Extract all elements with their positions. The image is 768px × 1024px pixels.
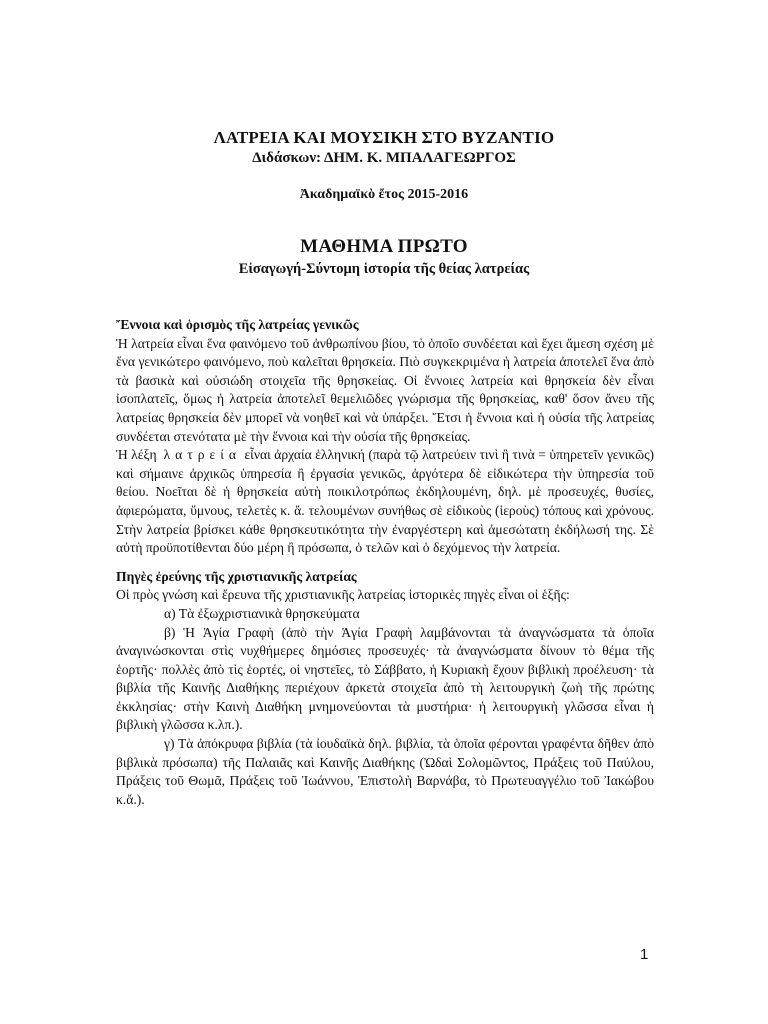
- lesson-title: ΜΑΘΗΜΑ ΠΡΩΤΟ: [300, 236, 468, 257]
- source-item-a: α) Τὰ ἐξωχριστιανικὰ θρησκεύματα: [164, 605, 360, 621]
- lesson-subtitle: Εἰσαγωγή-Σύντομη ἱστορία τῆς θείας λατρείας: [238, 261, 530, 277]
- document-body: [116, 316, 654, 809]
- section-heading-sources: Πηγὲς ἐρεύνης τῆς χριστιανικῆς λατρείας: [116, 568, 357, 584]
- course-title: ΛΑΤΡΕΙΑ ΚΑΙ ΜΟΥΣΙΚΗ ΣΤΟ ΒΥΖΑΝΤΙΟ: [213, 128, 555, 147]
- sources-intro: Οἱ πρὸς γνώση καὶ ἔρευνα τῆς χριστιανικῆς λατρείας ἱστορικὲς πηγὲς εἶναι οἱ ἑξῆς:: [116, 587, 570, 603]
- source-item-c: γ) Τὰ ἀπόκρυφα βιβλία (τὰ ἰουδαϊκὰ δηλ. βιβλία, τὰ ὁποῖα φέρονται γραφέντα δῆθεν ἀπὸ βιβλικὰ πρόσωπα) τῆς Παλαιᾶς καὶ Καινῆς Διαθήκης (Ὠδαὶ Σολομῶντος, Πράξεις τοῦ Παύλου, Πράξεις τοῦ Θωμᾶ, Πράξεις τοῦ Ἰωάννου, Ἐπιστολὴ Βαρνάβα, τὸ Πρωτευαγγέλιο τοῦ Ἰακώβου κ.ἄ.).: [116, 736, 654, 807]
- term-latreia: λατρεία: [163, 447, 241, 463]
- academic-year: Ἀκαδημαϊκὸ ἔτος 2015-2016: [299, 187, 469, 202]
- source-item-b: β) Ἡ Ἁγία Γραφὴ (ἀπὸ τὴν Ἁγία Γραφὴ λαμβάνονται τὰ ἀναγνώσματα τὰ ὁποῖα ἀναγινώσκονται στὶς νυχθήμερες δημόσιες προσευχές· τὰ ἀναγνώσματα δίνουν τὸ θέμα τῆς ἑορτῆς· πολλὲς ἀπὸ τὶς ἑορτές, οἱ νηστεῖες, τὸ Σάββατο, ἡ Κυριακὴ ἔχουν βιβλικὴ προέλευση· τὰ βιβλία τῆς Καινῆς Διαθήκης περιέχουν ἀρκετὰ στοιχεῖα ἀπὸ τὴ λειτουργικὴ ζωὴ τῆς πρώτης ἐκκλησίας· στὴν Καινὴ Διαθήκη μνημονεύονται τὰ μυστήρια· ἡ λειτουργικὴ γλῶσσα εἶναι ἡ βιβλικὴ γλῶσσα κ.λπ.).: [116, 624, 654, 733]
- etymology-rest: εἶναι ἀρχαία ἑλληνική (παρὰ τῷ λατρεύειν τινὶ ἢ τινὰ = ὑπηρετεῖν γενικῶς) καὶ σήμαινε ἀρχικῶς ὑπηρεσία ἢ ἐργασία γενικῶς, ἀργότερα δὲ εἰδικώτερα τὴν ὑπηρεσία τοῦ θείου. Νοεῖται δὲ ἡ θρησκεία αὐτὴ ποικιλοτρόπως ἐκδηλουμένη, δηλ. μὲ προσευχές, θυσίες, ἀφιερώματα, ὕμνους, τελετὲς κ. ἄ. τελουμένων συνήθως σὲ εἰδικοὺς (ἱεροὺς) τόπους καὶ χρόνους. Στὴν λατρεία βρίσκει κάθε θρησκευτικότητα τὴν ἐναργέστερη καὶ ἀμεσώτατη ἐκδήλωσή της. Σὲ αὐτὴ προϋποτίθενται δύο μέρη ἢ πρόσωπα, ὁ τελῶν καὶ ὁ δεχόμενος τὴν λατρεία.: [116, 447, 654, 556]
- instructor-line: Διδάσκων: ΔΗΜ. Κ. ΜΠΑΛΑΓΕΩΡΓΟΣ: [252, 150, 516, 166]
- section-heading-definition: Ἔννοια καὶ ὁρισμὸς τῆς λατρείας γενικῶς: [116, 317, 359, 332]
- etymology-start: Ἡ λέξη: [116, 447, 157, 463]
- lesson-header: [0, 236, 768, 278]
- paragraph-etymology: [116, 446, 654, 558]
- paragraph-definition: Ἡ λατρεία εἶναι ἕνα φαινόμενο τοῦ ἀνθρωπίνου βίου, τὸ ὁποῖο συνδέεται καὶ ἔχει ἄμεση σχέση μὲ ἕνα γενικώτερο φαινόμενο, ποὺ καλεῖται θρησκεία. Πιὸ συγκεκριμένα ἡ λατρεία ἀποτελεῖ ἕνα ἀπὸ τὰ βασικὰ καὶ οὐσιώδη στοιχεῖα τῆς θρησκείας. Οἱ ἔννοιες λατρεία καὶ θρησκεία δὲν εἶναι ἰσοπλατεῖς, ὅμως ἡ λατρεία ἀποτελεῖ θεμελιῶδες γνώρισμα τῆς θρησκείας, καθ' ὅσον ἄνευ τῆς λατρείας θρησκεία δὲν μπορεῖ νὰ νοηθεῖ καὶ νὰ ὑπάρξει. Ἔτσι ἡ ἔννοια καὶ ἡ οὐσία τῆς λατρείας συνδέεται στενότατα μὲ τὴν ἔννοια καὶ τὴν οὐσία τῆς θρησκείας.: [116, 335, 654, 444]
- document-header: [0, 128, 768, 203]
- page-number: 1: [640, 946, 649, 963]
